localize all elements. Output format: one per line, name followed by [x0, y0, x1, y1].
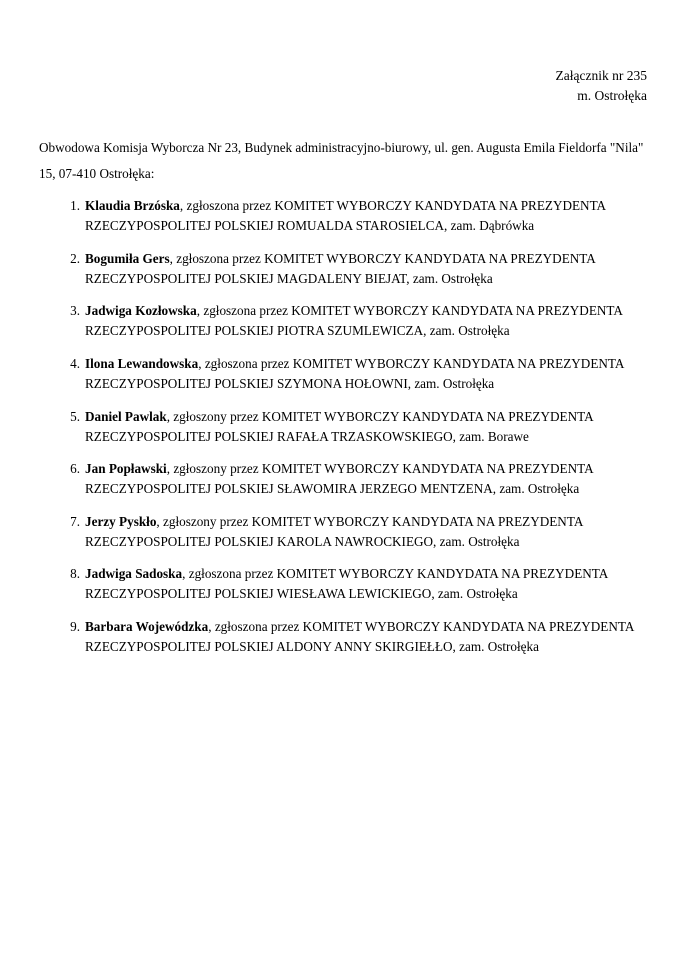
member-name: Barbara Wojewódzka	[85, 619, 209, 634]
list-item-number: 7.	[70, 513, 80, 529]
member-name: Bogumiła Gers	[85, 250, 170, 266]
attachment-number: Załącznik nr 235	[555, 68, 647, 83]
member-details: , zgłoszona przez KOMITET WYBORCZY KANDYDATA NA PREZYDENTA RZECZYPOSPOLITEJ POLSKIEJ MAGDALENY BIEJAT, zam. Ostrołęka	[85, 250, 596, 286]
list-item	[39, 407, 639, 447]
list-item-number: 8.	[70, 566, 80, 582]
list-item-number: 6.	[70, 461, 80, 477]
member-details: , zgłoszona przez KOMITET WYBORCZY KANDYDATA NA PREZYDENTA RZECZYPOSPOLITEJ POLSKIEJ WIESŁAWA LEWICKIEGO, zam. Ostrołęka	[85, 566, 608, 602]
list-item-number: 3.	[70, 303, 80, 319]
member-details: , zgłoszona przez KOMITET WYBORCZY KANDYDATA NA PREZYDENTA RZECZYPOSPOLITEJ POLSKIEJ ALDONY ANNY SKIRGIEŁŁO, zam. Ostrołęka	[85, 619, 634, 655]
member-details: , zgłoszona przez KOMITET WYBORCZY KANDYDATA NA PREZYDENTA RZECZYPOSPOLITEJ POLSKIEJ SZYMONA HOŁOWNI, zam. Ostrołęka	[85, 355, 624, 391]
commission-address-paragraph: Obwodowa Komisja Wyborcza Nr 23, Budynek administracyjno-biurowy, ul. gen. Augusta Emila Fieldorfa "Nila" 15, 07-410 Ostrołęka:	[39, 140, 644, 181]
member-details: , zgłoszona przez KOMITET WYBORCZY KANDYDATA NA PREZYDENTA RZECZYPOSPOLITEJ POLSKIEJ ROMUALDA STAROSIELCA, zam. Dąbrówka	[85, 198, 606, 234]
list-item-number: 1.	[70, 198, 80, 213]
list-item-number: 2.	[70, 250, 80, 266]
member-name: Ilona Lewandowska	[85, 355, 199, 371]
member-details: , zgłoszony przez KOMITET WYBORCZY KANDYDATA NA PREZYDENTA RZECZYPOSPOLITEJ POLSKIEJ RAFAŁA TRZASKOWSKIEGO, zam. Borawe	[85, 408, 593, 444]
list-item	[39, 301, 639, 341]
member-name: Daniel Pawlak	[85, 408, 167, 424]
document-header	[556, 66, 647, 105]
member-name: Jan Popławski	[85, 461, 167, 477]
list-item-number: 5.	[70, 408, 80, 424]
member-name: Klaudia Brzóska	[85, 198, 180, 213]
list-item-number: 4.	[70, 355, 80, 371]
list-item	[39, 354, 639, 394]
member-details: , zgłoszony przez KOMITET WYBORCZY KANDYDATA NA PREZYDENTA RZECZYPOSPOLITEJ POLSKIEJ SŁAWOMIRA JERZEGO MENTZENA, zam. Ostrołęka	[85, 461, 593, 497]
list-item	[39, 617, 639, 657]
member-details: , zgłoszony przez KOMITET WYBORCZY KANDYDATA NA PREZYDENTA RZECZYPOSPOLITEJ POLSKIEJ KAROLA NAWROCKIEGO, zam. Ostrołęka	[85, 513, 583, 549]
list-item	[39, 459, 639, 499]
member-name: Jadwiga Sadoska	[85, 566, 183, 582]
header-city: m. Ostrołęka	[577, 87, 647, 103]
list-item-number: 9.	[70, 619, 80, 634]
list-item	[39, 196, 639, 236]
member-name: Jerzy Pyskło	[85, 513, 157, 529]
list-item	[39, 512, 639, 552]
commission-member-list	[39, 196, 639, 670]
member-name: Jadwiga Kozłowska	[85, 303, 197, 319]
member-details: , zgłoszona przez KOMITET WYBORCZY KANDYDATA NA PREZYDENTA RZECZYPOSPOLITEJ POLSKIEJ PIOTRA SZUMLEWICZA, zam. Ostrołęka	[85, 303, 623, 339]
list-item	[39, 249, 639, 289]
list-item	[39, 564, 639, 604]
